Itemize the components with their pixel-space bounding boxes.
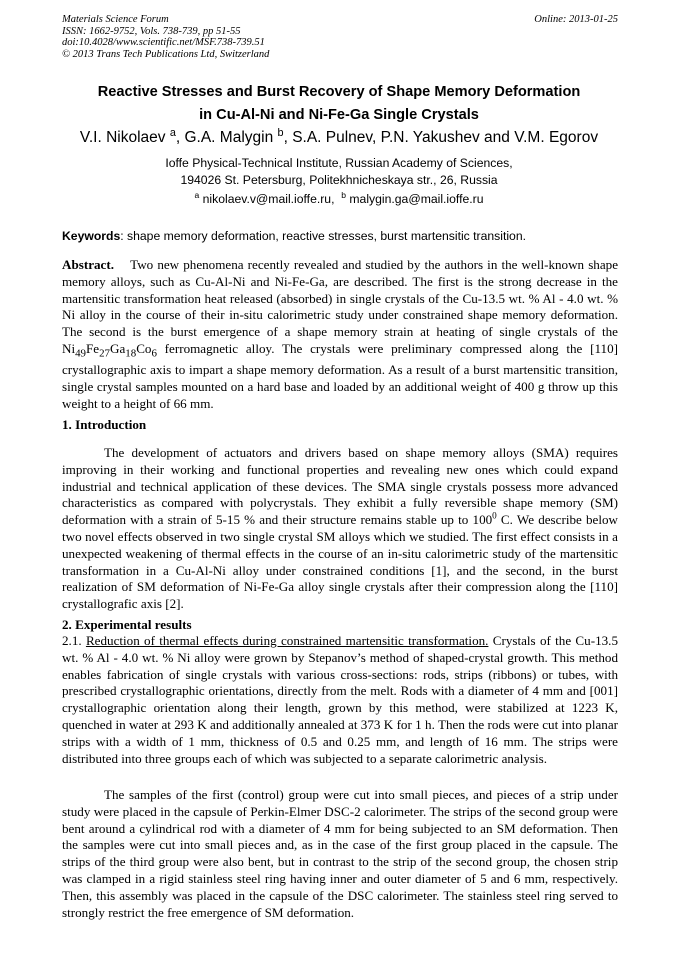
abstract — [62, 257, 618, 413]
author-2: G.A. Malygin — [184, 129, 274, 146]
formula-sub-ga: 18 — [125, 347, 137, 360]
title-line-1: Reactive Stresses and Burst Recovery of Shape Memory Deformation — [97, 84, 581, 100]
intro-text-2: C. We describe below two novel effects observed in two single crystal SM alloys which we studied. The first effect consists in a unexpected weakening of thermal effects in the course of an in-situ calorimetric study of the martensitic transformation in a Cu-Al-Ni alloy under constrained conditions [1], and the second, in the burst realization of SM deformation of Ni-Fe-Ga alloy single crystals after their compression along the [110] crystallografic axis [2]. — [62, 512, 618, 612]
subsection-title: Reduction of thermal effects during constrained martensitic transformation. — [85, 633, 489, 648]
affiliation-line-2: 194026 St. Petersburg, Politekhnicheskaya str., 26, Russia — [180, 173, 498, 187]
affiliation — [40, 155, 638, 189]
email-b-mark: b — [341, 189, 346, 200]
author-list: V.I. Nikolaev $^a$, G.A. Malygin $^b$, S.A. Pulnev, P.N. Yakushev and V.M. Egorov — [79, 126, 599, 146]
abstract-text-1: Two new phenomena recently revealed and studied by the authors in the well-known shape memory alloys, such as Cu-Al-Ni and Ni-Fe-Ga, are described. The first is the strong decrease in the martensitic transformation heat released (absorbed) in single crystals of the Cu-13.5 wt. % Al - 4.0 wt. % Ni alloy in the course of their in-situ calorimetric study under constrained shape memory deformation. The second is the burst emergence of a shape memory strain at heating of single crystals of the Ni — [62, 257, 619, 356]
copyright-line: © 2013 Trans Tech Publications Ltd, Switzerland — [62, 48, 270, 60]
results-paragraph-2: The samples of the first (control) group were cut into small pieces, and pieces of a strip under study were placed in the capsule of Perkin-Elmer DSC-2 calorimeter. The strips of the second group were bent around a cylindrical rod with a diameter of 4 mm for being subjected to an SM deformation. Then the samples were cut into small pieces and, as in the case of the first group placed in the capsule. The strips of the third group were also bent, but in contrast to the strip of the second group, the chosen strip was clamped in a rigid stainless steel ring having inner and outer diameter of 5 and 6 mm, respectively. Then, this assembly was placed in the capsule of the DSC calorimeter. The stainless steel ring served to strongly restrict the free emergence of SM deformation. — [62, 787, 618, 920]
abstract-text-2: ferromagnetic alloy. The crystals were preliminary compressed along the [110] crystallographic axis to impart a shape memory deformation. As a result of a burst martensitic transition, single crystal samples mounted on a hard base and loaded by an additional weight of 400 g throw up this weight to a height of 66 mm. — [62, 340, 618, 411]
online-date: Online: 2013-01-25 — [534, 14, 618, 25]
email-b: malygin.ga@mail.ioffe.ru — [349, 192, 484, 206]
paper-title — [40, 81, 638, 127]
author-emails — [40, 191, 638, 207]
keywords-label: Keywords — [62, 229, 121, 243]
title-line-2: in Cu-Al-Ni and Ni-Fe-Ga Single Crystals — [199, 107, 479, 123]
author-1: V.I. Nikolaev — [79, 129, 166, 146]
section-1-heading: 1. Introduction — [62, 417, 147, 432]
results-paragraph — [62, 633, 618, 767]
formula-fe: Fe — [86, 340, 100, 356]
other-authors: S.A. Pulnev, P.N. Yakushev and V.M. Egorov — [292, 129, 599, 146]
email-a-mark: a — [194, 189, 200, 200]
keywords — [62, 228, 618, 244]
abstract-label: Abstract. — [62, 257, 114, 272]
doi-line: doi:10.4028/www.scientific.net/MSF.738-739.51 — [62, 37, 265, 48]
introduction-paragraph — [62, 445, 618, 613]
formula-sub-ni: 49 — [75, 347, 86, 360]
email-a: nikolaev.v@mail.ioffe.ru, — [202, 192, 335, 206]
results-text: Crystals of the Cu-13.5 wt. % Al - 4.0 wt. % Ni alloy were grown by Stepanov’s method of shaped-crystal growth. This method enables fabrication of single crystals with various cross-sections: rods, strips (ribbons) or tubes, with prescribed crystallographic orientations, directly from the melt. Rods with a diameter of 4 mm and [001] crystallographic orientation along their length, grown by this method, were stabilized at 1223 K, quenched in water at 293 K and additionally annealed at 373 K for 1 h. Then the rods were cut into planar strips with a width of 1 mm, thickness of 0.5 and 0.25 mm, and length of 16 mm. The strips were distributed into three groups each of which was subjected to a separate calorimetric analysis. — [62, 633, 618, 766]
subsection-number: 2.1. — [62, 633, 82, 648]
intro-text-1: The development of actuators and drivers based on shape memory alloys (SMA) requires improving in their working and functional properties and revealing new ones which could expand industrial and technical application of these devices. The SMA single crystals possess more advanced characteristics as compared with polycrystals. They exhibit a fully reversible shape memory (SM) deformation with a strain of 5-15 % and their structure remains stable up to 100 — [62, 445, 618, 528]
formula-sub-co: 6 — [151, 347, 157, 360]
journal-header — [62, 14, 618, 60]
issn-line: ISSN: 1662-9752, Vols. 738-739, pp 51-55 — [62, 25, 241, 37]
affiliation-line-1: Ioffe Physical-Technical Institute, Russian Academy of Sciences, — [165, 156, 513, 170]
section-2-heading: 2. Experimental results — [62, 617, 192, 632]
author-2-affil-mark: b — [277, 126, 284, 139]
keywords-text: : shape memory deformation, reactive stresses, burst martensitic transition. — [120, 229, 526, 243]
formula-ga: Ga — [110, 340, 126, 356]
journal-name: Materials Science Forum — [62, 14, 169, 25]
author-1-affil-mark: a — [169, 126, 176, 139]
formula-co: Co — [136, 340, 152, 356]
formula-sub-fe: 27 — [99, 347, 110, 360]
degree-mark: 0 — [492, 510, 497, 521]
